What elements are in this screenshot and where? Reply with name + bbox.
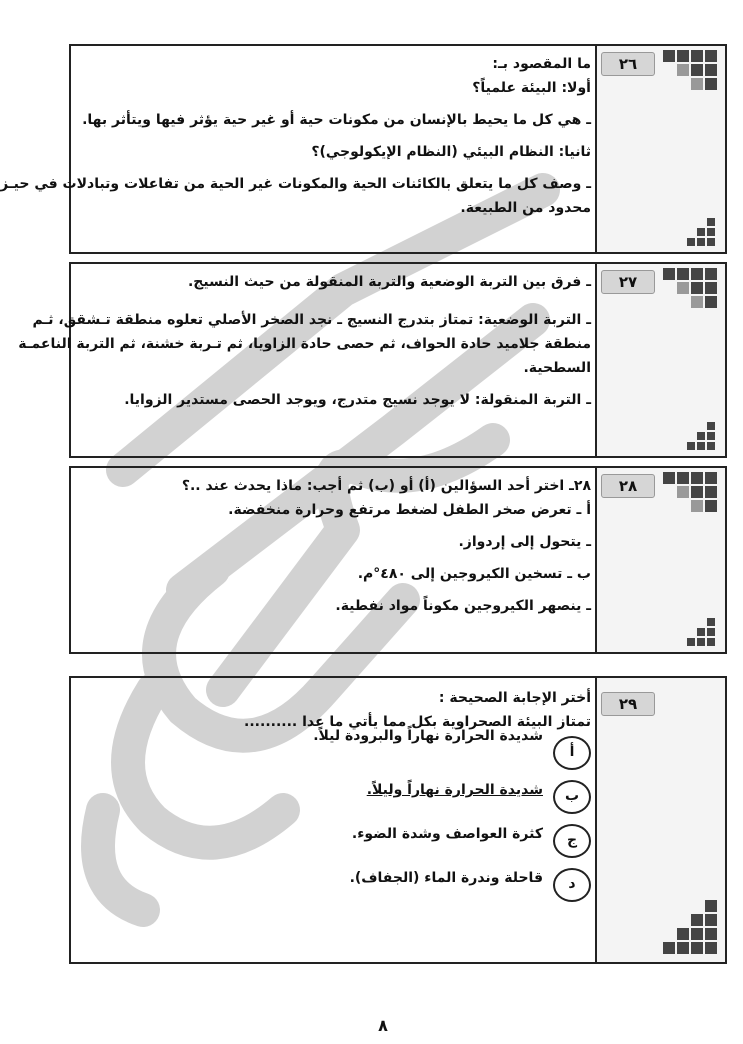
question-heading: أختر الإجابة الصحيحة : xyxy=(438,690,591,706)
choice-letter: د xyxy=(553,868,591,902)
question-option-a: أ ـ تعرض صخر الطفل لضغط مرتفع وحرارة منخفضة. xyxy=(228,502,591,518)
answer-text: منطقة جلاميد حادة الحواف، ثم حصى حادة الزاويا، ثم تـربة خشنة، ثم التربة الناعمـة xyxy=(18,336,591,352)
question-26-box xyxy=(0,44,727,254)
answer-text: ـ ينصهر الكيروجين مكوناً مواد نفطية. xyxy=(335,598,591,614)
choice-letter: ب xyxy=(553,780,591,814)
page-number: ٨ xyxy=(378,1016,388,1035)
choice-c[interactable] xyxy=(81,822,591,866)
square-pattern-icon xyxy=(663,472,719,516)
question-text: ٢٨ـ اختر أحد السؤالين (أ) أو (ب) ثم أجب: ماذا يحدث عند ..؟ xyxy=(181,478,591,494)
question-sidebar xyxy=(595,678,725,962)
question-heading: ثانيا: النظام البيئي (النظام الإيكولوجي)؟ xyxy=(311,144,591,160)
square-pattern-icon xyxy=(663,50,719,94)
question-sidebar xyxy=(595,468,725,652)
answer-text: ـ التربة المنقولة: لا يوجد نسيج متدرج، ويوجد الحصى مستدير الزوايا. xyxy=(124,392,591,408)
question-number-tag: ٢٩ xyxy=(601,692,655,716)
question-heading: أولا: البيئة علمياً؟ xyxy=(472,80,591,96)
square-pattern-icon xyxy=(679,218,719,248)
question-option-b: ب ـ تسخين الكيروجين إلى ٤٨٠°م. xyxy=(357,566,591,582)
answer-text: ـ وصف كل ما يتعلق بالكائنات الحية والمكونات غير الحية من تفاعلات وتبادلات في حيـز xyxy=(0,176,591,192)
choice-text: كثرة العواصف وشدة الضوء. xyxy=(351,826,543,842)
question-stem: تمتاز البيئة الصحراوية بكل مما يأتي ما عدا .......... xyxy=(244,714,591,730)
question-title: ما المقصود بـ: xyxy=(492,56,591,72)
answer-text: محدود من الطبيعة. xyxy=(460,200,591,216)
square-pattern-icon xyxy=(679,422,719,452)
question-28-box xyxy=(69,466,727,654)
question-27-box xyxy=(18,262,727,458)
question-sidebar xyxy=(595,46,725,252)
question-number-tag: ٢٦ xyxy=(601,52,655,76)
question-29-box xyxy=(69,676,727,964)
choice-b[interactable] xyxy=(81,778,591,822)
answer-text: السطحية. xyxy=(523,360,591,376)
choice-text: شديدة الحرارة نهاراً والبرودة ليلاً. xyxy=(313,728,543,744)
choice-a[interactable] xyxy=(81,728,591,778)
choice-letter: ج xyxy=(553,824,591,858)
choice-text-correct: شديدة الحرارة نهاراً وليلاً. xyxy=(366,782,543,798)
choice-letter: أ xyxy=(553,736,591,770)
answer-text: ـ التربة الوضعية: تمتاز بتدرج النسيج ـ نجد الصخر الأصلي تعلوه منطقة تـشقق، ثـم xyxy=(32,312,591,328)
square-pattern-icon xyxy=(679,618,719,648)
square-pattern-icon xyxy=(663,900,719,958)
answer-text: ـ هي كل ما يحيط بالإنسان من مكونات حية أو غير حية يؤثر فيها ويتأثر بها. xyxy=(82,112,591,128)
choice-d[interactable] xyxy=(81,866,591,910)
question-number-tag: ٢٨ xyxy=(601,474,655,498)
choice-text: قاحلة وندرة الماء (الجفاف). xyxy=(349,870,543,886)
square-pattern-icon xyxy=(663,268,719,312)
question-sidebar xyxy=(595,264,725,456)
question-text: ـ فرق بين التربة الوضعية والتربة المنقولة من حيث النسيج. xyxy=(187,274,591,290)
question-number-tag: ٢٧ xyxy=(601,270,655,294)
answer-text: ـ يتحول إلى إردواز. xyxy=(458,534,591,550)
